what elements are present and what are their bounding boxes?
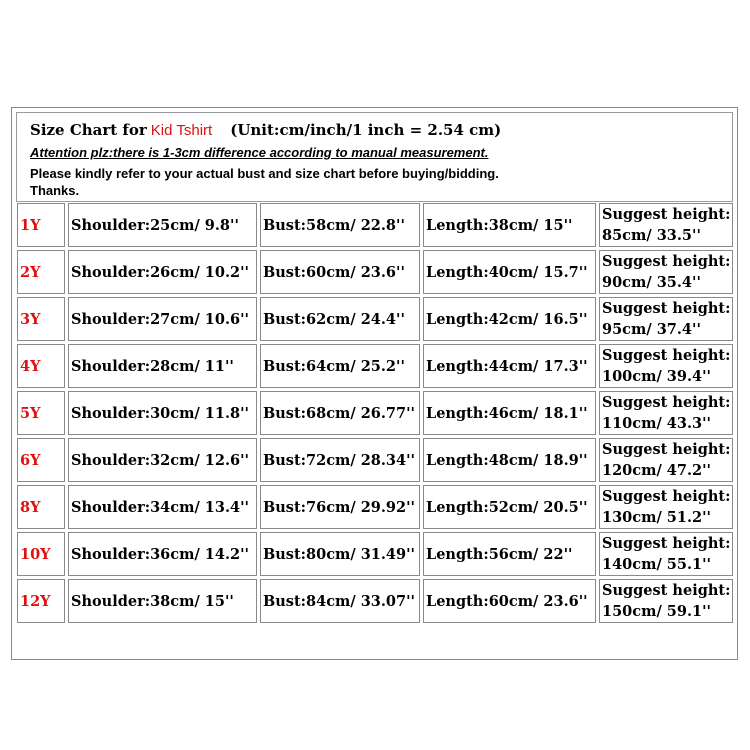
shoulder-cell: Shoulder:32cm/ 12.6'' [68, 438, 257, 482]
table-row [17, 203, 733, 247]
suggest-height-value: 150cm/ 59.1'' [602, 603, 711, 620]
size-table-body [17, 203, 733, 623]
suggest-height-value: 90cm/ 35.4'' [602, 274, 701, 291]
shoulder-cell: Shoulder:26cm/ 10.2'' [68, 250, 257, 294]
length-cell: Length:40cm/ 15.7'' [423, 250, 596, 294]
size-cell: 12Y [17, 579, 65, 623]
size-cell: 6Y [17, 438, 65, 482]
suggest-height-label: Suggest height: [602, 535, 731, 552]
size-cell: 4Y [17, 344, 65, 388]
title-unit: (Unit:cm/inch/1 inch = 2.54 cm) [230, 121, 502, 139]
title-prefix: Size Chart for [30, 121, 147, 139]
shoulder-cell: Shoulder:38cm/ 15'' [68, 579, 257, 623]
thanks-text: Thanks. [30, 183, 80, 198]
shoulder-cell: Shoulder:36cm/ 14.2'' [68, 532, 257, 576]
suggest-height-value: 110cm/ 43.3'' [602, 415, 711, 432]
suggest-height-value: 140cm/ 55.1'' [602, 556, 711, 573]
suggest-height-cell [599, 485, 733, 529]
suggest-height-value: 85cm/ 33.5'' [602, 227, 701, 244]
title-product: Kid Tshirt [150, 122, 213, 139]
suggest-height-label: Suggest height: [602, 347, 731, 364]
bust-cell: Bust:72cm/ 28.34'' [260, 438, 420, 482]
length-cell: Length:38cm/ 15'' [423, 203, 596, 247]
chart-title [30, 121, 501, 139]
suggest-height-label: Suggest height: [602, 488, 731, 505]
bust-cell: Bust:62cm/ 24.4'' [260, 297, 420, 341]
instruction-note [30, 165, 710, 199]
attention-note: Attention plz:there is 1-3cm difference according to manual measurement. [30, 145, 489, 160]
suggest-height-cell [599, 532, 733, 576]
table-row [17, 391, 733, 435]
suggest-height-value: 95cm/ 37.4'' [602, 321, 701, 338]
table-row [17, 438, 733, 482]
bust-cell: Bust:64cm/ 25.2'' [260, 344, 420, 388]
suggest-height-label: Suggest height: [602, 253, 731, 270]
suggest-height-value: 120cm/ 47.2'' [602, 462, 711, 479]
shoulder-cell: Shoulder:34cm/ 13.4'' [68, 485, 257, 529]
suggest-height-cell [599, 391, 733, 435]
size-cell: 3Y [17, 297, 65, 341]
suggest-height-cell [599, 250, 733, 294]
length-cell: Length:46cm/ 18.1'' [423, 391, 596, 435]
size-cell: 5Y [17, 391, 65, 435]
suggest-height-cell [599, 344, 733, 388]
shoulder-cell: Shoulder:25cm/ 9.8'' [68, 203, 257, 247]
suggest-height-value: 130cm/ 51.2'' [602, 509, 711, 526]
shoulder-cell: Shoulder:27cm/ 10.6'' [68, 297, 257, 341]
bust-cell: Bust:80cm/ 31.49'' [260, 532, 420, 576]
bust-cell: Bust:84cm/ 33.07'' [260, 579, 420, 623]
suggest-height-label: Suggest height: [602, 582, 731, 599]
bust-cell: Bust:60cm/ 23.6'' [260, 250, 420, 294]
length-cell: Length:48cm/ 18.9'' [423, 438, 596, 482]
size-cell: 1Y [17, 203, 65, 247]
suggest-height-cell [599, 579, 733, 623]
table-row [17, 344, 733, 388]
size-chart [11, 107, 738, 660]
size-cell: 2Y [17, 250, 65, 294]
size-cell: 10Y [17, 532, 65, 576]
bust-cell: Bust:58cm/ 22.8'' [260, 203, 420, 247]
length-cell: Length:44cm/ 17.3'' [423, 344, 596, 388]
table-row [17, 579, 733, 623]
table-row [17, 532, 733, 576]
bust-cell: Bust:68cm/ 26.77'' [260, 391, 420, 435]
suggest-height-cell [599, 438, 733, 482]
suggest-height-label: Suggest height: [602, 300, 731, 317]
table-row [17, 250, 733, 294]
suggest-height-label: Suggest height: [602, 441, 731, 458]
size-chart-header [16, 112, 733, 202]
suggest-height-cell [599, 203, 733, 247]
size-table [14, 200, 736, 626]
length-cell: Length:56cm/ 22'' [423, 532, 596, 576]
bust-cell: Bust:76cm/ 29.92'' [260, 485, 420, 529]
length-cell: Length:42cm/ 16.5'' [423, 297, 596, 341]
shoulder-cell: Shoulder:28cm/ 11'' [68, 344, 257, 388]
suggest-height-value: 100cm/ 39.4'' [602, 368, 711, 385]
table-row [17, 297, 733, 341]
length-cell: Length:52cm/ 20.5'' [423, 485, 596, 529]
suggest-height-cell [599, 297, 733, 341]
instruction-text: Please kindly refer to your actual bust and size chart before buying/bidding. [30, 166, 499, 181]
size-cell: 8Y [17, 485, 65, 529]
table-row [17, 485, 733, 529]
suggest-height-label: Suggest height: [602, 394, 731, 411]
shoulder-cell: Shoulder:30cm/ 11.8'' [68, 391, 257, 435]
suggest-height-label: Suggest height: [602, 206, 731, 223]
length-cell: Length:60cm/ 23.6'' [423, 579, 596, 623]
